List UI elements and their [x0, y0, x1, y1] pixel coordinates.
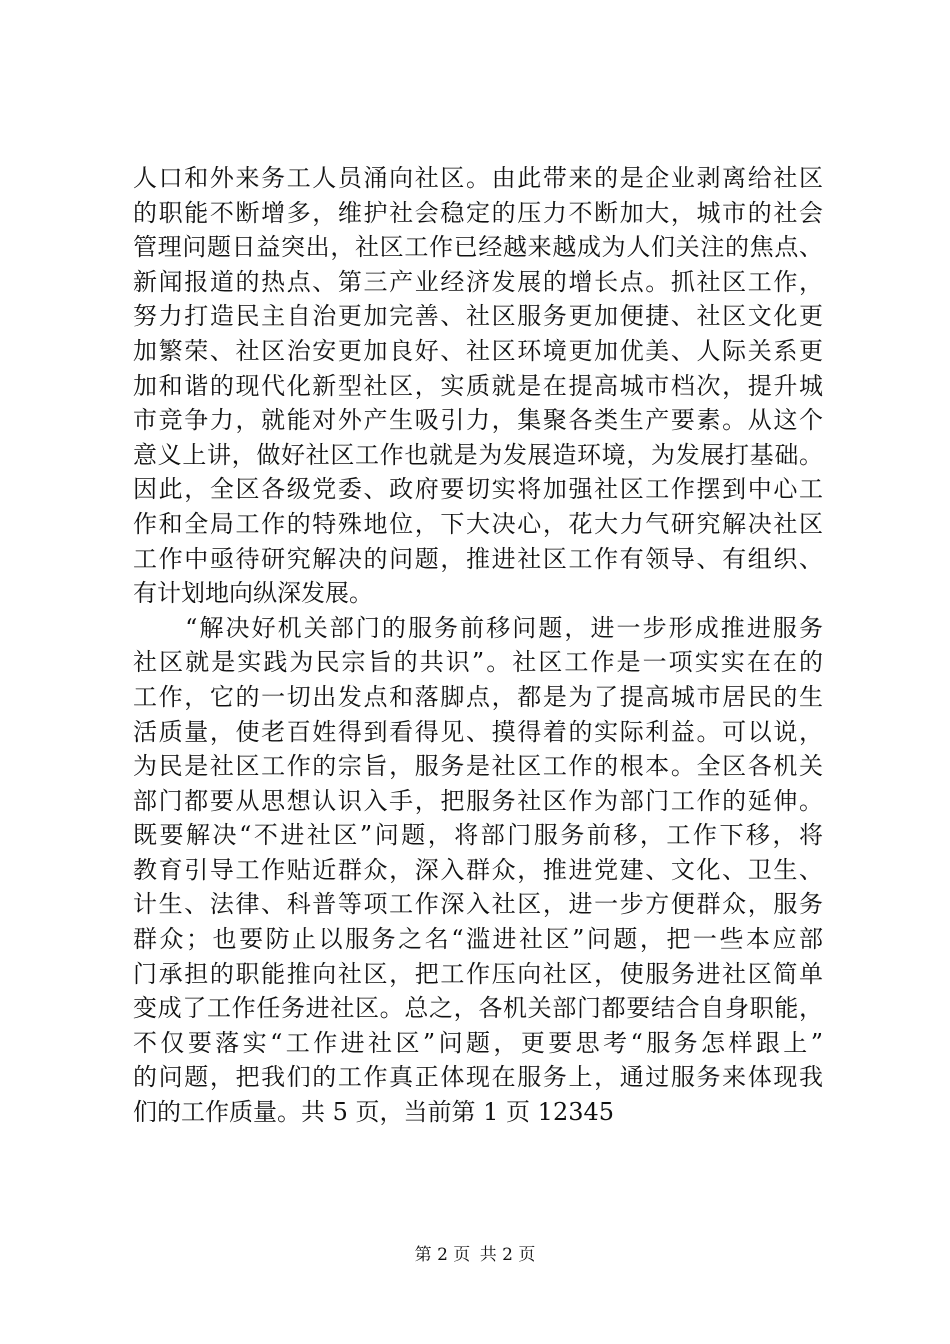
- text-line: 既要解决“不进社区”问题，将部门服务前移，工作下移，将: [133, 821, 823, 850]
- text-line: 工作，它的一切出发点和落脚点，都是为了提高城市居民的生: [133, 682, 823, 711]
- text-line: 群众；也要防止以服务之名“滥进社区”问题，把一些本应部: [133, 925, 823, 954]
- text-line: 计生、法律、科普等项工作深入社区，进一步方便群众，服务: [133, 890, 823, 919]
- text-line: 门承担的职能推向社区，把工作压向社区，使服务进社区简单: [133, 959, 823, 988]
- text-line: 的职能不断增多，维护社会稳定的压力不断加大，城市的社会: [133, 198, 823, 227]
- text-line: 加繁荣、社区治安更加良好、社区环境更加优美、人际关系更: [133, 336, 823, 365]
- text-line: “解决好机关部门的服务前移问题，进一步形成推进服务: [133, 613, 823, 642]
- current-page-number: 第 2 页: [414, 1245, 471, 1265]
- text-line: 为民是社区工作的宗旨，服务是社区工作的根本。全区各机关: [133, 752, 823, 781]
- total-page-count: 共 2 页: [479, 1245, 536, 1265]
- text-line: 因此，全区各级党委、政府要切实将加强社区工作摆到中心工: [133, 475, 823, 504]
- text-line: 变成了工作任务进社区。总之，各机关部门都要结合自身职能，: [133, 994, 823, 1023]
- text-line: 的问题，把我们的工作真正体现在服务上，通过服务来体现我: [133, 1063, 823, 1092]
- text-line: 意义上讲，做好社区工作也就是为发展造环境，为发展打基础。: [133, 440, 823, 469]
- text-line: 有计划地向纵深发展。: [133, 579, 373, 608]
- text-line: 加和谐的现代化新型社区，实质就是在提高城市档次，提升城: [133, 371, 823, 400]
- text-line: 作和全局工作的特殊地位，下大决心，花大力气研究解决社区: [133, 509, 823, 538]
- text-line: 管理问题日益突出，社区工作已经越来越成为人们关注的焦点、: [133, 233, 823, 262]
- text-line: 不仅要落实“工作进社区”问题，更要思考“服务怎样跟上”: [133, 1028, 823, 1057]
- text-line: 市竞争力，就能对外产生吸引力，集聚各类生产要素。从这个: [133, 406, 823, 435]
- text-line: 们的工作质量。共 5 页，当前第 1 页 12345: [133, 1098, 615, 1127]
- text-line: 部门都要从思想认识入手，把服务社区作为部门工作的延伸。: [133, 786, 823, 815]
- text-line: 努力打造民主自治更加完善、社区服务更加便捷、社区文化更: [133, 302, 823, 331]
- text-line: 教育引导工作贴近群众，深入群众，推进党建、文化、卫生、: [133, 855, 823, 884]
- text-line: 社区就是实践为民宗旨的共识”。社区工作是一项实实在在的: [133, 648, 823, 677]
- document-body: [133, 161, 823, 1130]
- text-line: 活质量，使老百姓得到看得见、摸得着的实际利益。可以说，: [133, 717, 823, 746]
- text-line: 人口和外来务工人员涌向社区。由此带来的是企业剥离给社区: [133, 164, 823, 192]
- text-line: 工作中亟待研究解决的问题，推进社区工作有领导、有组织、: [133, 544, 823, 573]
- page-footer: [0, 1244, 950, 1266]
- text-line: 新闻报道的热点、第三产业经济发展的增长点。抓社区工作，: [133, 267, 823, 296]
